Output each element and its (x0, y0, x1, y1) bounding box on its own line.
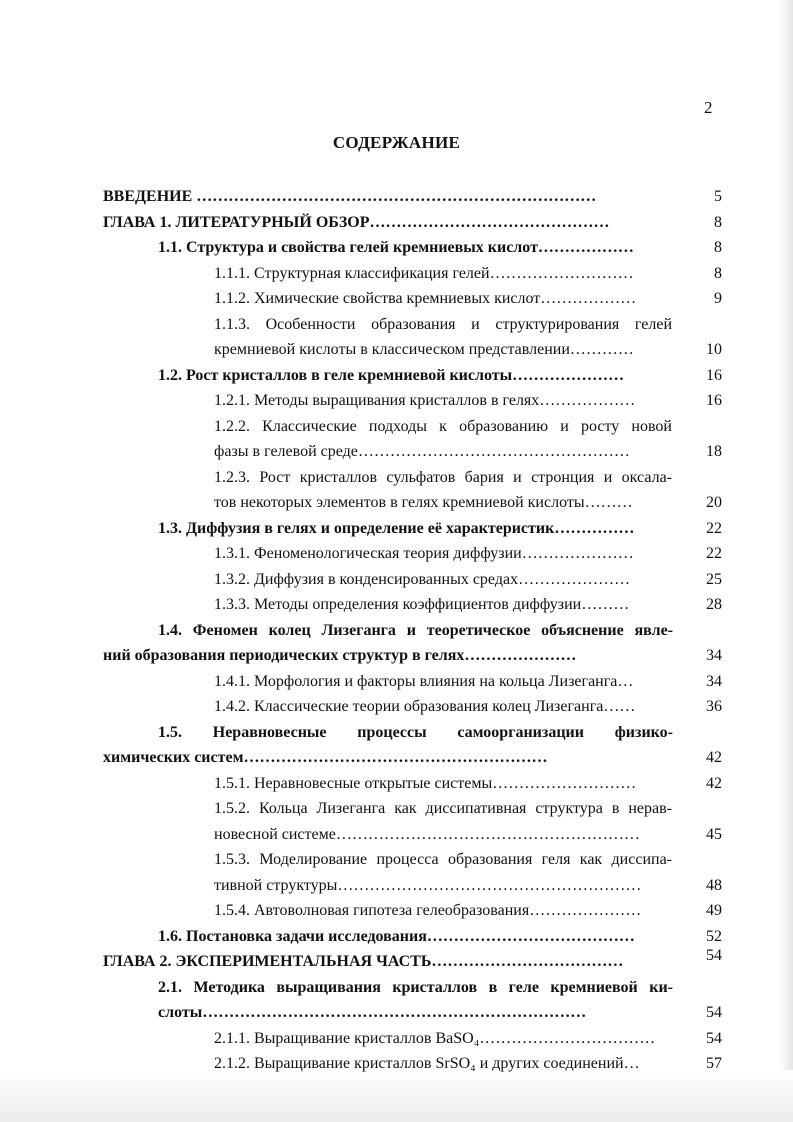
toc-entry-chapter-1[interactable] (0, 210, 793, 236)
toc-entry-1-1[interactable] (0, 235, 793, 261)
toc-page-number: 18 (706, 443, 722, 460)
toc-entry-line-2: тов некоторых элементов в гелях кремниевой кислоты……… (214, 494, 633, 511)
toc-entry-label: 1.5.4. Автоволновая гипотеза гелеобразования………………… (214, 902, 642, 919)
toc-page-number: 22 (706, 519, 722, 537)
toc-page-number: 10 (706, 341, 722, 358)
toc-page-number: 16 (706, 392, 722, 409)
toc-entry-line-1: 1.5.2. Кольца Лизеганга как диссипативная структура в нерав- (214, 800, 672, 817)
toc-page-number: 34 (706, 672, 722, 690)
toc-entry-line-2: химических систем………………………………………………… (103, 749, 548, 766)
toc-entry-line-1: 2.1. Методика выращивания кристаллов в геле кремниевой ки- (158, 978, 673, 996)
toc-entry-line-1: 1.2.3. Рост кристаллов сульфатов бария и стронция и оксала- (214, 468, 672, 486)
toc-entry-line-1: 1.1.3. Особенности образования и структурирования гелей (214, 315, 672, 333)
toc-entry-1-2[interactable] (0, 363, 793, 389)
toc-entry-1-2-1[interactable] (0, 388, 793, 414)
toc-entry-label (214, 847, 672, 898)
toc-entry-label: 1.5.1. Неравновесные открытые системы……………………… (214, 774, 637, 792)
toc-entry-1-2-2[interactable] (0, 414, 793, 465)
toc-entry-label (214, 312, 672, 363)
toc-entry-line-2: слоты……………………………………………………………… (158, 1004, 587, 1021)
toc-entry-label (214, 465, 672, 516)
page-number: 2 (704, 98, 713, 117)
toc-entry-label: 1.4.2. Классические теории образования колец Лизеганга…… (214, 698, 636, 715)
toc-entry-1-5-4[interactable] (0, 898, 793, 924)
toc-page-number: 16 (706, 366, 722, 384)
toc-entry-label: 1.1.2. Химические свойства кремниевых кислот……………… (214, 290, 637, 307)
toc-entry-2-1[interactable] (0, 975, 793, 1026)
toc-page-number: 42 (706, 774, 722, 792)
toc-entry-line-2: тивной структуры………………………………………………… (214, 876, 642, 894)
toc-page-number: 52 (706, 927, 722, 945)
toc-entry-chapter-2[interactable] (0, 949, 793, 975)
toc-entry-line-2: новесной системе………………………………………………… (214, 825, 640, 843)
toc-entry-label: 2.1.1. Выращивание кристаллов BaSO₄…………………………… (214, 1029, 656, 1047)
toc-page-number: 42 (706, 749, 722, 766)
toc-page-number: 36 (706, 698, 722, 715)
toc-entry-label: 1.2. Рост кристаллов в геле кремниевой кислоты………………… (158, 366, 625, 384)
toc-entry-1-4[interactable] (0, 618, 793, 669)
toc-page-number: 57 (706, 1055, 722, 1072)
toc-entry-1-3-2[interactable] (0, 567, 793, 593)
toc-entry-1-5-2[interactable] (0, 796, 793, 847)
toc-entry-1-1-1[interactable] (0, 261, 793, 287)
toc-entry-1-5[interactable] (0, 720, 793, 771)
toc-entry-1-3-1[interactable] (0, 541, 793, 567)
toc-entry-label: 1.3.1. Феноменологическая теория диффузии………………… (214, 545, 634, 562)
toc-entry-1-1-2[interactable] (0, 286, 793, 312)
toc-entry-label (214, 414, 672, 465)
toc-entry-label: 1.6. Постановка задачи исследования………………………………… (158, 927, 635, 945)
toc-entry-label: 1.3.2. Диффузия в конденсированных средах………………… (214, 570, 631, 588)
toc-entry-line-1: 1.5. Неравновесные процессы самоорганизации физико- (158, 723, 673, 741)
toc-entry-label (158, 975, 673, 1026)
toc-page-number: 54 (706, 1029, 722, 1047)
toc-entry-label: 1.1. Структура и свойства гелей кремниевых кислот……………… (158, 239, 634, 256)
toc-entry-1-5-1[interactable] (0, 771, 793, 797)
toc-page-number: 8 (714, 264, 722, 282)
toc-entry-label: 2.1.2. Выращивание кристаллов SrSO₄ и других соединений… (214, 1055, 640, 1072)
toc-entry-1-5-3[interactable] (0, 847, 793, 898)
toc-page-number: 22 (706, 545, 722, 562)
toc-entry-label: ГЛАВА 1. ЛИТЕРАТУРНЫЙ ОБЗОР……………………………………… (103, 213, 610, 231)
toc-entry-label: ГЛАВА 2. ЭКСПЕРИМЕНТАЛЬНАЯ ЧАСТЬ……………………………… (103, 953, 624, 970)
toc-page-number: 34 (706, 647, 722, 664)
toc-entry-1-3[interactable] (0, 516, 793, 542)
toc-entry-line-1: 1.4. Феномен колец Лизеганга и теоретическое объяснение явле- (158, 621, 673, 639)
toc-page-number: 9 (714, 290, 722, 307)
toc-entry-1-1-3[interactable] (0, 312, 793, 363)
toc-page-number: 25 (706, 570, 722, 588)
toc-page-number: 45 (706, 825, 722, 843)
page-title: СОДЕРЖАНИЕ (332, 133, 461, 152)
toc-entry-label (214, 796, 672, 847)
toc-page-number: 54 (706, 1004, 722, 1021)
toc-entry-1-4-1[interactable] (0, 669, 793, 695)
toc-entry-label: 1.3. Диффузия в гелях и определение её характеристик…………… (158, 519, 635, 537)
toc-entry-1-2-3[interactable] (0, 465, 793, 516)
toc-page-number: 54 (706, 947, 722, 964)
toc-entry-introduction[interactable] (0, 184, 793, 210)
toc-page-number: 28 (706, 596, 722, 613)
toc-page-number: 48 (706, 876, 722, 894)
toc-entry-2-1-1[interactable] (0, 1026, 793, 1052)
toc-entry-label (103, 618, 673, 669)
toc-page-number: 49 (706, 902, 722, 919)
toc-entry-line-1: 1.5.3. Моделирование процесса образования геля как диссипа- (214, 851, 672, 868)
toc-page-number: 8 (714, 213, 722, 231)
toc-entry-label: 1.4.1. Морфология и факторы влияния на кольца Лизеганга… (214, 672, 634, 690)
toc-entry-label (103, 720, 673, 771)
scan-bottom-shadow (0, 1070, 793, 1122)
toc-entry-line-2: кремниевой кислоты в классическом представлении………… (214, 341, 634, 358)
table-of-contents (0, 184, 793, 1077)
toc-entry-label: ВВЕДЕНИЕ ………………………………………………………………… (103, 188, 597, 205)
toc-entry-label: 1.1.1. Структурная классификация гелей……………………… (214, 264, 634, 282)
toc-entry-line-2: ний образования периодических структур в гелях………………… (103, 647, 577, 664)
toc-entry-line-2: фазы в гелевой среде…………………………………………… (214, 443, 630, 460)
toc-page-number: 5 (714, 188, 722, 205)
toc-entry-label: 1.3.3. Методы определения коэффициентов диффузии……… (214, 596, 630, 613)
toc-entry-2-1-2[interactable] (0, 1051, 793, 1077)
toc-entry-line-1: 1.2.2. Классические подходы к образованию и росту новой (214, 417, 672, 435)
toc-entry-label: 1.2.1. Методы выращивания кристаллов в гелях……………… (214, 392, 636, 409)
toc-page-number: 8 (714, 239, 722, 256)
toc-entry-1-6[interactable] (0, 924, 793, 950)
toc-entry-1-4-2[interactable] (0, 694, 793, 720)
toc-page-number: 20 (706, 494, 722, 511)
toc-entry-1-3-3[interactable] (0, 592, 793, 618)
